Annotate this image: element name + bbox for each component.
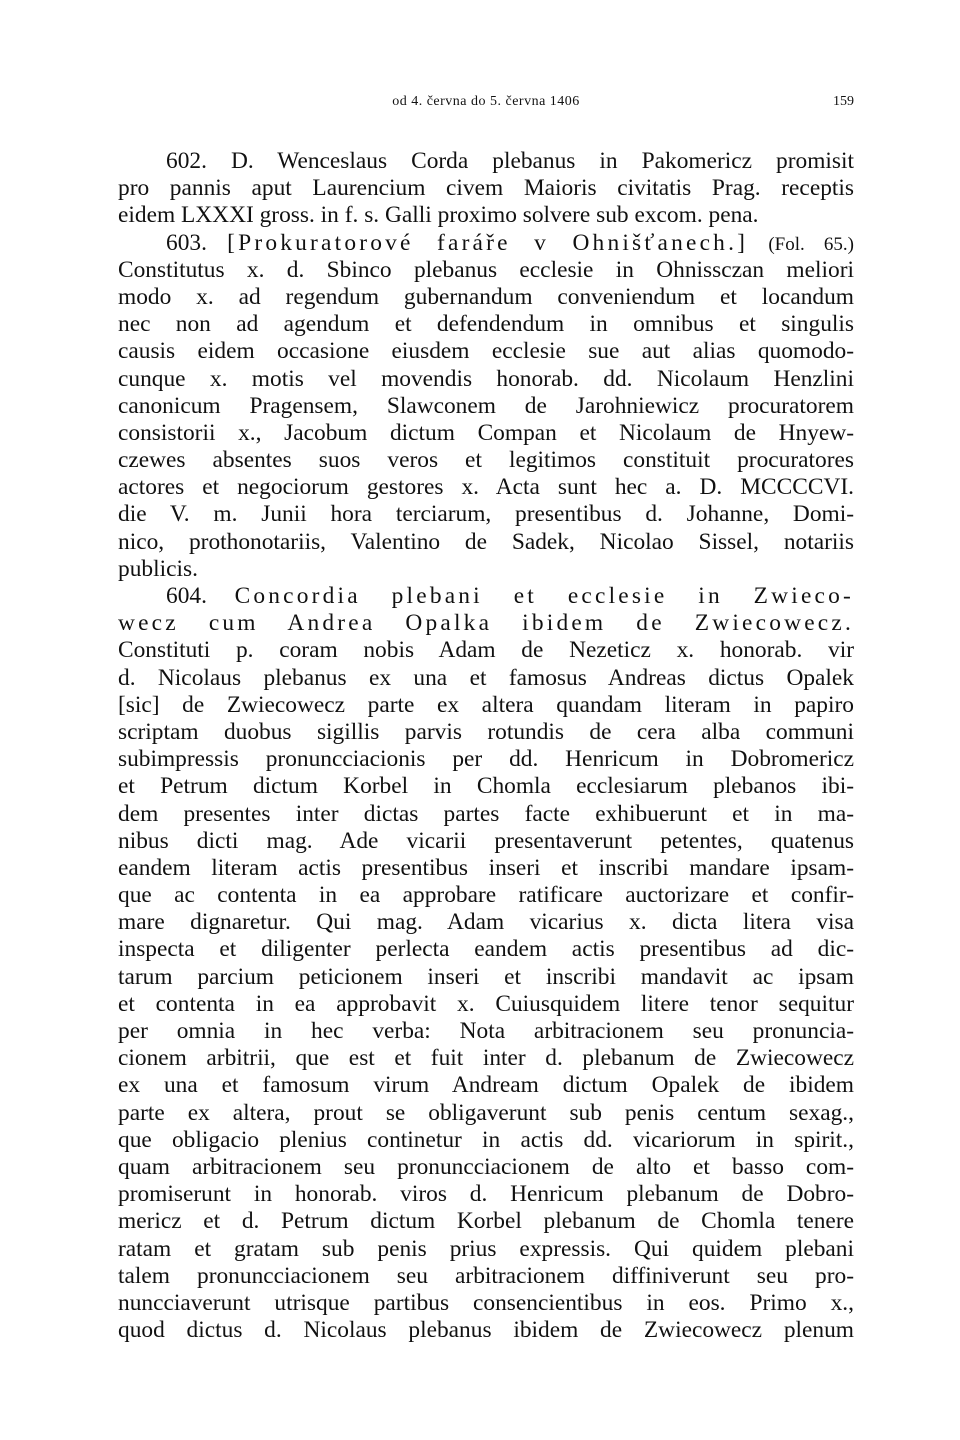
text-line: consistorii x., Jacobum dictum Compan et Nicolaum de Hnyew- bbox=[118, 419, 854, 446]
text-line: et contenta in ea approbavit x. Cuiusquidem litere tenor sequitur bbox=[118, 990, 854, 1017]
text-line: quod dictus d. Nicolaus plebanus ibidem de Zwiecowecz plenum bbox=[118, 1317, 854, 1344]
text-line: eandem literam actis presentibus inseri et inscribi mandare ipsam- bbox=[118, 854, 854, 881]
text-line: et Petrum dictum Korbel in Chomla ecclesiarum plebanos ibi- bbox=[118, 773, 854, 800]
text-line: Constituti p. coram nobis Adam de Nezeticz x. honorab. vir bbox=[118, 637, 854, 664]
text-line: canonicum Pragensem, Slawconem de Jarohniewicz procuratorem bbox=[118, 392, 854, 419]
text-line: cionem arbitrii, que est et fuit inter d. plebanum de Zwiecowecz bbox=[118, 1045, 854, 1072]
text-line: nico, prothonotariis, Valentino de Sadek, Nicolao Sissel, notariis bbox=[118, 528, 854, 555]
text-line: dem presentes inter dictas partes facte exhibuerunt et in ma- bbox=[118, 800, 854, 827]
text-line: tarum parcium peticionem inseri et inscribi mandavit ac ipsam bbox=[118, 963, 854, 990]
text-line: que obligacio plenius continetur in actis dd. vicariorum in spirit., bbox=[118, 1126, 854, 1153]
text-line: Constitutus x. d. Sbinco plebanus ecclesie in Ohnissczan meliori bbox=[118, 256, 854, 283]
text-line: mare dignaretur. Qui mag. Adam vicarius x. dicta litera visa bbox=[118, 909, 854, 936]
entry-604-title: Concordia plebani et ecclesie in Zwieco- bbox=[234, 583, 855, 609]
text-line: actores et negociorum gestores x. Acta sunt hec a. D. MCCCCVI. bbox=[118, 474, 854, 501]
entry-603-heading bbox=[118, 230, 854, 257]
text-line: causis eidem occasione eiusdem ecclesie sue aut alias quomodo- bbox=[118, 338, 854, 365]
text-line: que ac contenta in ea approbare ratificare auctorizare et confir- bbox=[118, 882, 854, 909]
entry-603-title: [Prokuratorové faráře v Ohnišťanech.] bbox=[227, 229, 749, 256]
entry-604-heading bbox=[118, 583, 854, 610]
text-line: pro pannis aput Laurencium civem Maioris civitatis Prag. receptis bbox=[118, 175, 854, 202]
folio-reference: (Fol. 65.) bbox=[768, 233, 854, 255]
text-line: nuncciaverunt utrisque partibus consencientibus in eos. Primo x., bbox=[118, 1289, 854, 1316]
page-number: 159 bbox=[833, 94, 854, 109]
text-line: subimpressis pronuncciacionis per dd. Henricum in Dobromericz bbox=[118, 746, 854, 773]
text-line: cunque x. motis vel movendis honorab. dd. Nicolaum Henzlini bbox=[118, 365, 854, 392]
text-line: ex una et famosum virum Andream dictum Opalek de ibidem bbox=[118, 1072, 854, 1099]
text-line: nec non ad agendum et defendendum in omnibus et singulis bbox=[118, 311, 854, 338]
entry-604-title-continued: wecz cum Andrea Opalka ibidem de Zwiecowecz. bbox=[118, 610, 854, 637]
text-line: [sic] de Zwiecowecz parte ex altera quandam literam in papiro bbox=[118, 691, 854, 718]
running-head bbox=[118, 94, 854, 114]
text-line: publicis. bbox=[118, 555, 198, 582]
text-line: ratam et gratam sub penis prius expressis. Qui quidem plebani bbox=[118, 1235, 854, 1262]
text-block bbox=[118, 148, 854, 1344]
text-line: eidem LXXXI gross. in f. s. Galli proximo solvere sub excom. pena. bbox=[118, 202, 759, 229]
text-line: die V. m. Junii hora terciarum, presentibus d. Johanne, Domi- bbox=[118, 501, 854, 528]
text-line: per omnia in hec verba: Nota arbitracionem seu pronuncia- bbox=[118, 1018, 854, 1044]
entry-604-number: 604. bbox=[166, 583, 207, 609]
text-line: quam arbitracionem seu pronuncciacionem de alto et basso com- bbox=[118, 1153, 854, 1180]
text-line: mericz et d. Petrum dictum Korbel plebanum de Chomla tenere bbox=[118, 1208, 854, 1235]
text-line: d. Nicolaus plebanus ex una et famosus Andreas dictus Opalek bbox=[118, 664, 854, 691]
text-line: scriptam duobus sigillis parvis rotundis de cera alba communi bbox=[118, 718, 854, 745]
text-line: inspecta et diligenter perlecta eandem actis presentibus ad dic- bbox=[118, 936, 854, 963]
running-title: od 4. června do 5. června 1406 bbox=[392, 94, 580, 109]
text-line: talem pronuncciacionem seu arbitracionem diffiniverunt seu pro- bbox=[118, 1262, 854, 1289]
text-line: 602. D. Wenceslaus Corda plebanus in Pakomericz promisit bbox=[166, 148, 854, 174]
text-line: modo x. ad regendum gubernandum conveniendum et locandum bbox=[118, 283, 854, 310]
text-line: nibus dicti mag. Ade vicarii presentaverunt petentes, quatenus bbox=[118, 827, 854, 854]
text-line: promiserunt in honorab. viros d. Henricum plebanum de Dobro- bbox=[118, 1181, 854, 1208]
text-line: parte ex altera, prout se obligaverunt sub penis centum sexag., bbox=[118, 1099, 854, 1126]
entry-603-number: 603. bbox=[166, 229, 207, 256]
text-line: czewes absentes suos veros et legitimos constituit procuratores bbox=[118, 447, 854, 474]
